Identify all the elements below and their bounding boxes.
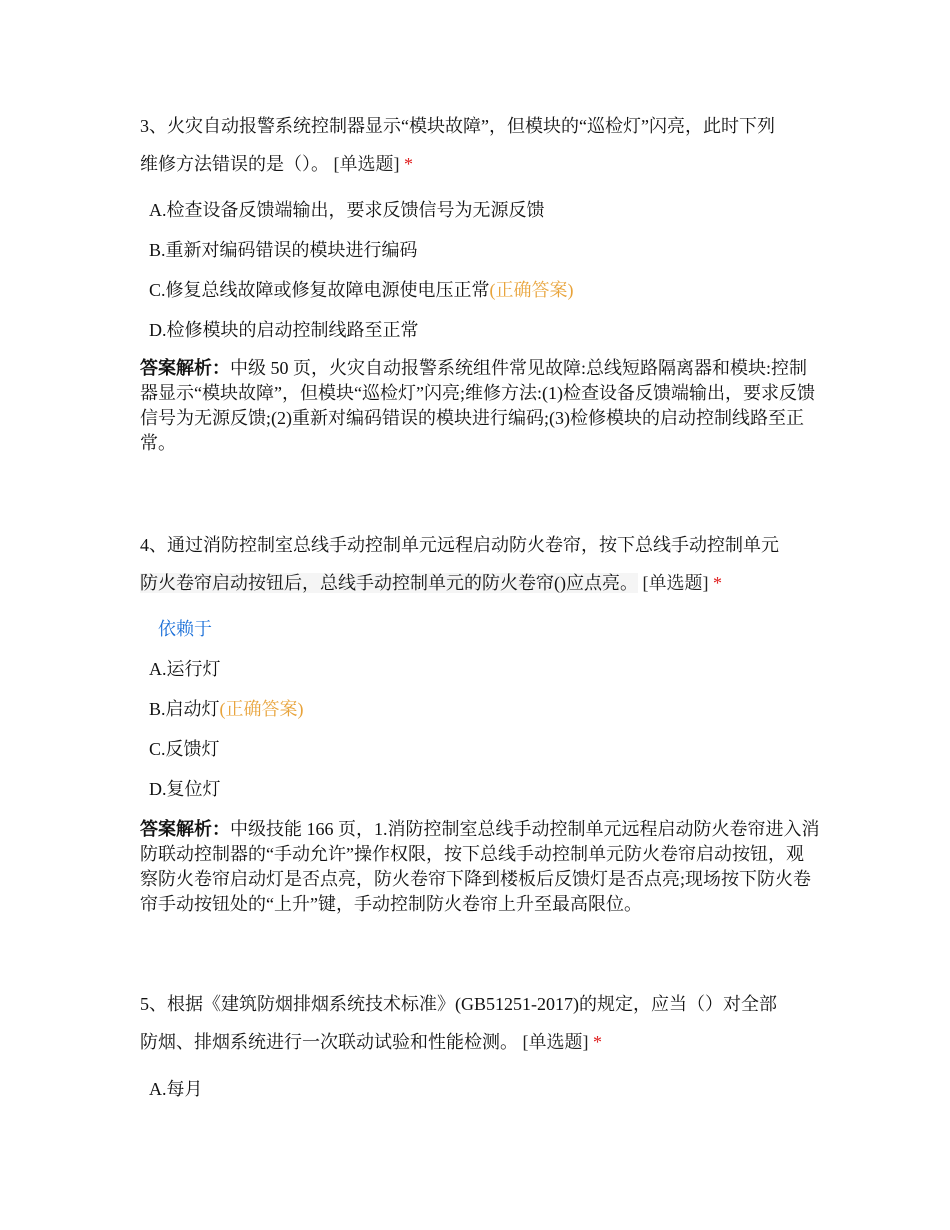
question-4-required-mark: * bbox=[713, 573, 722, 593]
question-3-type: [单选题] bbox=[333, 154, 400, 174]
question-5-title-line2: 防烟、排烟系统进行一次联动试验和性能检测。 bbox=[140, 1032, 518, 1052]
correct-answer-mark: (正确答案) bbox=[489, 280, 574, 300]
analysis-text: 中级 50 页，火灾自动报警系统组件常见故障:总线短路隔离器和模块:控制器显示“模块故障”，但模块“巡检灯”闪亮;维修方法:(1)检查设备反馈端输出，要求反馈信号为无源反馈;(2)重新对编码错误的模块进行编码;(3)检修模块的启动控制线路至正常。 bbox=[140, 358, 815, 453]
question-3-analysis bbox=[140, 356, 820, 456]
question-3-title bbox=[140, 107, 820, 183]
question-5-type: [单选题] bbox=[522, 1032, 589, 1052]
question-4-option-c: C.反馈灯 bbox=[149, 739, 220, 759]
question-3-option-a: A.检查设备反馈端输出，要求反馈信号为无源反馈 bbox=[149, 200, 545, 220]
question-4-title-line1: 4、通过消防控制室总线手动控制单元远程启动防火卷帘，按下总线手动控制单元 bbox=[140, 535, 779, 555]
question-3-title-line1: 3、火灾自动报警系统控制器显示“模块故障”，但模块的“巡检灯”闪亮，此时下列 bbox=[140, 116, 775, 136]
question-4-title bbox=[140, 526, 820, 602]
question-4-dependency-link[interactable]: 依赖于 bbox=[158, 619, 212, 639]
question-5-required-mark: * bbox=[593, 1032, 602, 1052]
question-4-option-b: B.启动灯(正确答案) bbox=[149, 699, 304, 719]
question-3-option-d: D.检修模块的启动控制线路至正常 bbox=[149, 320, 419, 340]
question-4-title-line2: 防火卷帘启动按钮后，总线手动控制单元的防火卷帘()应点亮。 bbox=[140, 573, 638, 593]
question-3-option-c: C.修复总线故障或修复故障电源使电压正常(正确答案) bbox=[149, 280, 574, 300]
question-3-title-line2: 维修方法错误的是（）。 bbox=[140, 154, 329, 174]
question-3-required-mark: * bbox=[404, 154, 413, 174]
correct-answer-mark: (正确答案) bbox=[219, 699, 304, 719]
question-5-option-a: A.每月 bbox=[149, 1079, 203, 1099]
analysis-label: 答案解析： bbox=[140, 358, 230, 378]
analysis-label: 答案解析： bbox=[140, 819, 230, 839]
question-4-type: [单选题] bbox=[642, 573, 709, 593]
question-4-analysis bbox=[140, 817, 820, 917]
question-4-option-a: A.运行灯 bbox=[149, 659, 221, 679]
question-5-title bbox=[140, 985, 820, 1061]
question-4-option-d: D.复位灯 bbox=[149, 779, 221, 799]
analysis-text: 中级技能 166 页，1.消防控制室总线手动控制单元远程启动防火卷帘进入消防联动控制器的“手动允许”操作权限，按下总线手动控制单元防火卷帘启动按钮，观察防火卷帘启动灯是否点亮，防火卷帘下降到楼板后反馈灯是否点亮;现场按下防火卷帘手动按钮处的“上升”键，手动控制防火卷帘上升至最高限位。 bbox=[140, 819, 820, 914]
question-5-title-line1: 5、根据《建筑防烟排烟系统技术标准》(GB51251-2017)的规定，应当（）对全部 bbox=[140, 994, 777, 1014]
question-3-option-b: B.重新对编码错误的模块进行编码 bbox=[149, 240, 418, 260]
